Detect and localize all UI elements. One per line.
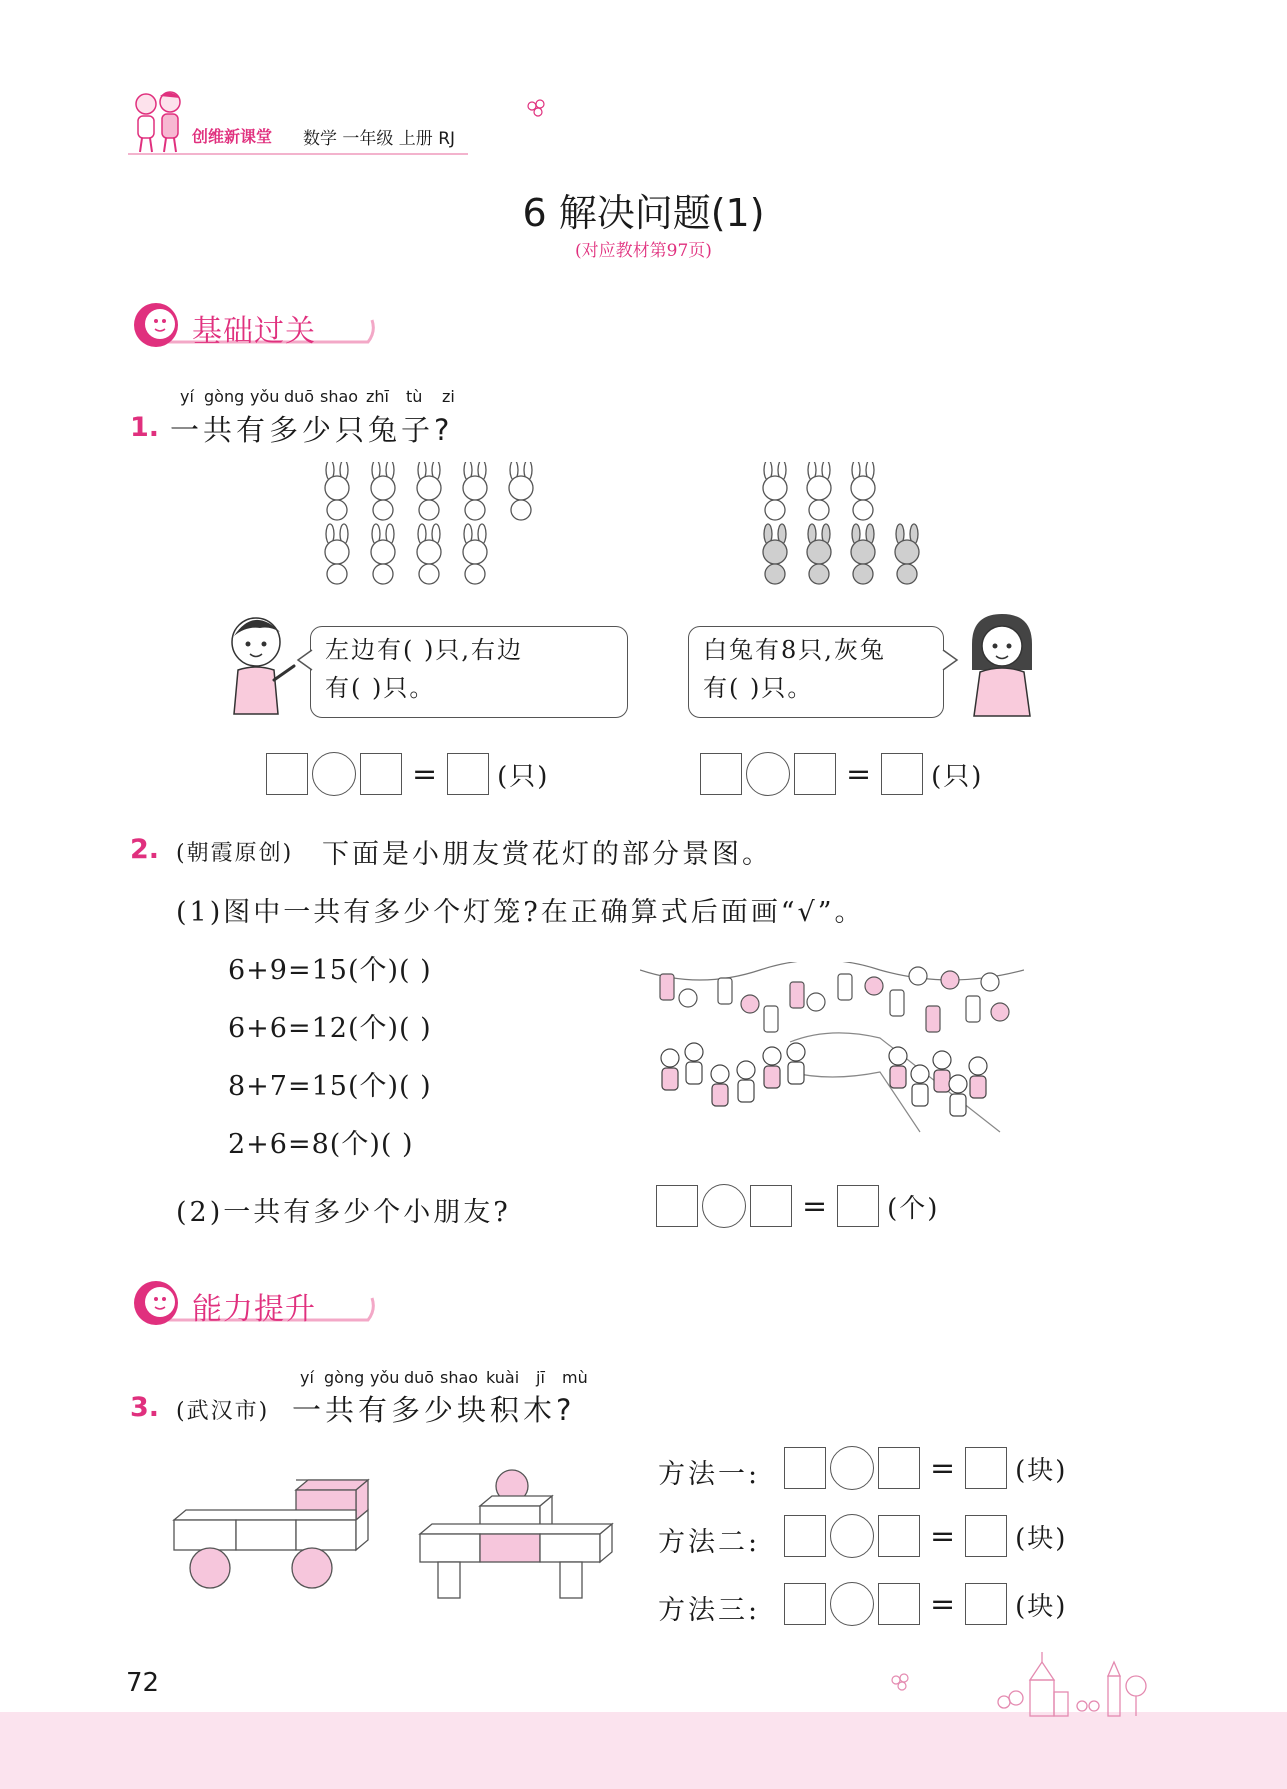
q2-option-3[interactable]: 8+7=15(个)( )	[228, 1071, 432, 1102]
section-advanced-label: 能力提升	[192, 1292, 316, 1327]
q3-method-1-equation	[784, 1446, 1067, 1490]
q1-left-speech-bubble	[310, 626, 628, 718]
answer-box[interactable]	[794, 753, 836, 795]
pinyin-gong: gòng	[324, 1368, 365, 1387]
q2-equation	[656, 1184, 939, 1228]
flower-icon	[526, 98, 548, 118]
answer-box[interactable]	[784, 1515, 826, 1557]
pinyin-tu: tù	[406, 387, 423, 406]
page-number: 72	[126, 1668, 160, 1698]
q2-number: 2.	[130, 834, 160, 865]
operator-circle[interactable]	[830, 1446, 874, 1490]
header-subject: 数学 一年级 上册 RJ	[303, 129, 456, 149]
pinyin-duo: duō	[284, 387, 315, 406]
q2-option-4[interactable]: 2+6=8(个)( )	[228, 1129, 414, 1160]
header-underline	[128, 153, 468, 155]
unit-label: (块)	[1015, 1591, 1068, 1622]
equals-sign: =	[930, 1450, 956, 1486]
result-box[interactable]	[837, 1185, 879, 1227]
answer-box[interactable]	[360, 753, 402, 795]
q3-method-3-label: 方法三:	[658, 1595, 761, 1626]
rabbits-right-illustration	[756, 462, 956, 592]
pinyin-shao: shao	[440, 1368, 479, 1387]
boy-illustration	[222, 610, 304, 718]
pinyin-kuai: kuài	[486, 1368, 520, 1387]
left-bubble-tail	[296, 648, 314, 672]
q1-left-equation	[266, 752, 549, 796]
q3-text: 一共有多少块积木?	[292, 1393, 576, 1427]
q3-number: 3.	[130, 1392, 160, 1423]
q1-right-equation	[700, 752, 983, 796]
pinyin-ji: jī	[536, 1368, 545, 1387]
pinyin-mu: mù	[562, 1368, 588, 1387]
operator-circle[interactable]	[312, 752, 356, 796]
pinyin-shao: shao	[320, 387, 359, 406]
equals-sign: =	[412, 756, 438, 792]
section-basic-label: 基础过关	[192, 314, 316, 349]
operator-circle[interactable]	[702, 1184, 746, 1228]
q2-source: (朝霞原创)	[176, 841, 294, 866]
answer-box[interactable]	[784, 1583, 826, 1625]
blocks-truck-illustration	[170, 1476, 378, 1592]
answer-box[interactable]	[784, 1447, 826, 1489]
result-box[interactable]	[881, 753, 923, 795]
lantern-scene-illustration	[640, 962, 1024, 1148]
pinyin-duo: duō	[404, 1368, 435, 1387]
answer-box[interactable]	[266, 753, 308, 795]
pinyin-you: yǒu	[250, 387, 280, 406]
q3-method-1-label: 方法一:	[658, 1459, 761, 1490]
result-box[interactable]	[447, 753, 489, 795]
unit-label: (只)	[497, 761, 550, 792]
equals-sign: =	[930, 1586, 956, 1622]
left-bubble-line2: 有( )只。	[325, 674, 436, 702]
right-bubble-tail	[941, 648, 959, 672]
page-subtitle: (对应教材第97页)	[575, 241, 712, 261]
pinyin-yi: yí	[300, 1368, 314, 1387]
flower-icon	[890, 1672, 912, 1692]
right-bubble-line2: 有( )只。	[703, 674, 814, 702]
answer-box[interactable]	[878, 1447, 920, 1489]
q2-text: 下面是小朋友赏花灯的部分景图。	[322, 839, 772, 870]
q3-source: (武汉市)	[176, 1399, 270, 1424]
q2-option-1[interactable]: 6+9=15(个)( )	[228, 955, 432, 986]
pinyin-zhi: zhī	[366, 387, 389, 406]
result-box[interactable]	[965, 1515, 1007, 1557]
girl-illustration	[962, 610, 1044, 718]
result-box[interactable]	[965, 1583, 1007, 1625]
operator-circle[interactable]	[746, 752, 790, 796]
unit-label: (个)	[887, 1193, 940, 1224]
pinyin-gong: gòng	[204, 387, 245, 406]
q3-method-2-label: 方法二:	[658, 1527, 761, 1558]
operator-circle[interactable]	[830, 1582, 874, 1626]
equals-sign: =	[930, 1518, 956, 1554]
left-bubble-line1: 左边有( )只,右边	[325, 636, 523, 664]
castle-decoration-icon	[990, 1650, 1160, 1718]
equals-sign: =	[802, 1188, 828, 1224]
q2-part2: (2)一共有多少个小朋友?	[176, 1197, 511, 1228]
footer-band	[0, 1712, 1287, 1789]
q2-part1: (1)图中一共有多少个灯笼?在正确算式后面画“√”。	[176, 897, 865, 928]
result-box[interactable]	[965, 1447, 1007, 1489]
answer-box[interactable]	[656, 1185, 698, 1227]
header-kids-illustration	[128, 88, 190, 154]
page-title: 6 解决问题(1)	[522, 191, 765, 235]
q3-method-2-equation	[784, 1514, 1067, 1558]
pinyin-yi: yí	[180, 387, 194, 406]
q3-pinyin	[300, 1368, 620, 1388]
operator-circle[interactable]	[830, 1514, 874, 1558]
rabbits-left-illustration	[318, 462, 558, 592]
section-basic	[128, 302, 378, 348]
right-bubble-line1: 白兔有8只,灰兔	[703, 636, 886, 664]
unit-label: (块)	[1015, 1455, 1068, 1486]
blocks-bridge-illustration	[416, 1466, 620, 1602]
q1-text: 一共有多少只兔子?	[170, 413, 454, 447]
answer-box[interactable]	[878, 1515, 920, 1557]
answer-box[interactable]	[878, 1583, 920, 1625]
q1-right-speech-bubble	[688, 626, 944, 718]
section-advanced	[128, 1280, 378, 1326]
unit-label: (只)	[931, 761, 984, 792]
header-brand: 创维新课堂	[192, 127, 273, 146]
pinyin-you: yǒu	[370, 1368, 400, 1387]
q1-pinyin	[180, 387, 500, 407]
q3-method-3-equation	[784, 1582, 1067, 1626]
unit-label: (块)	[1015, 1523, 1068, 1554]
q2-option-2[interactable]: 6+6=12(个)( )	[228, 1013, 432, 1044]
answer-box[interactable]	[750, 1185, 792, 1227]
pinyin-zi: zi	[442, 387, 455, 406]
equals-sign: =	[846, 756, 872, 792]
q1-number: 1.	[130, 412, 160, 443]
answer-box[interactable]	[700, 753, 742, 795]
